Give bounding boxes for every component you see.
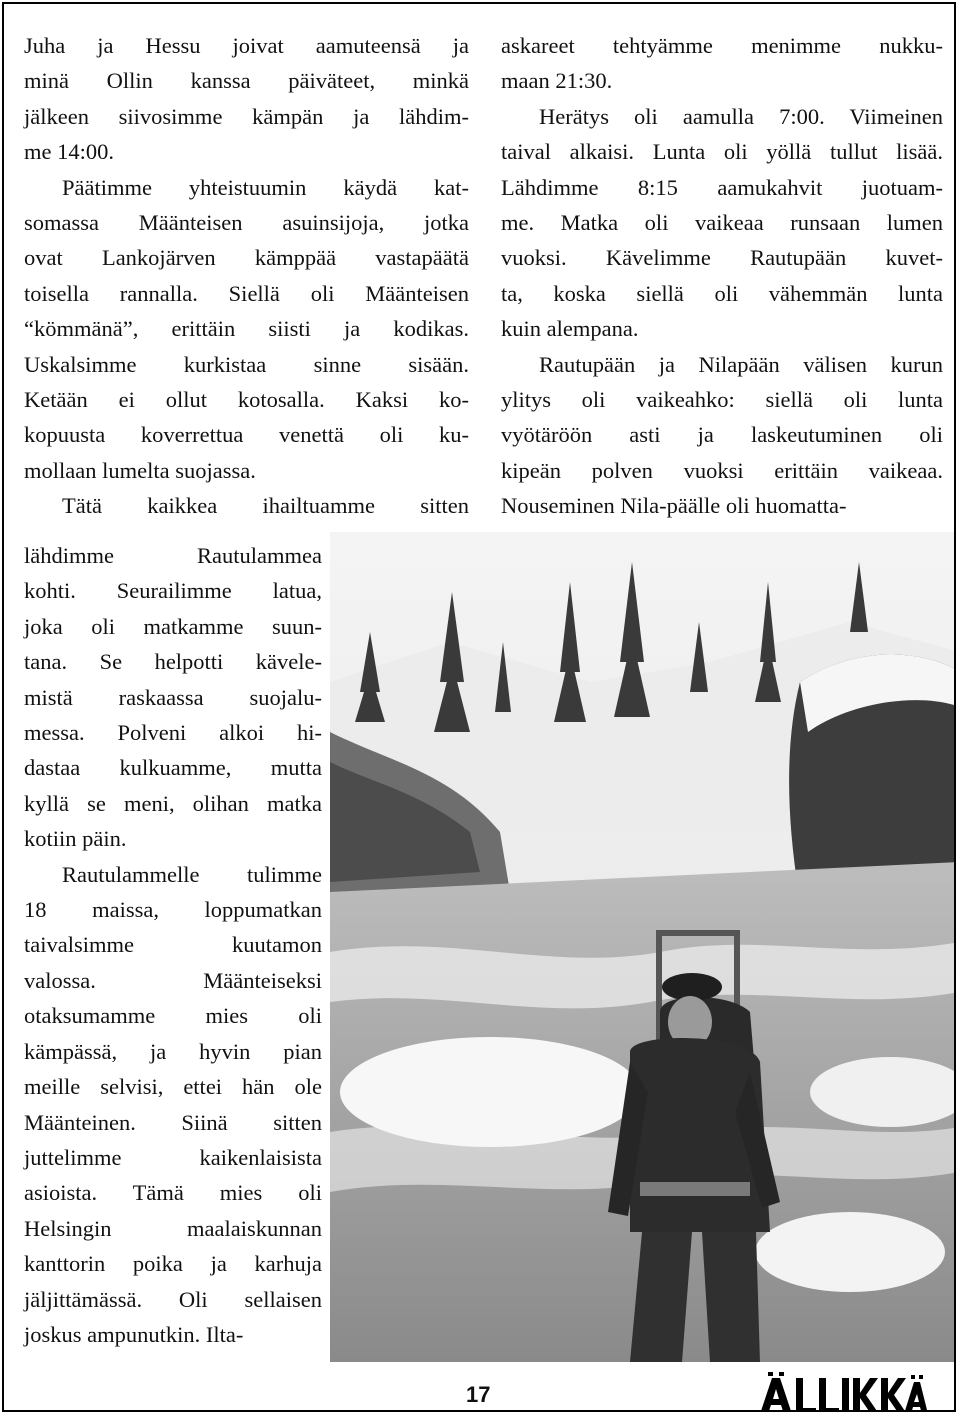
text-line: asioista. Tämä mies oli <box>24 1180 322 1206</box>
article-column-left-bottom <box>24 538 322 1352</box>
text-line: vuoksi. Kävelimme Rautupään kuvet- <box>501 245 943 271</box>
text-line: Juha ja Hessu joivat aamuteensä ja <box>24 33 469 58</box>
text-line: Rautulammelle tulimme <box>62 861 322 887</box>
text-line: kämpässä, ja hyvin pian <box>24 1038 322 1064</box>
text-line: jälkeen siivosimme kämpän ja lähdim- <box>24 103 469 129</box>
text-line: Ketään ei ollut kotosalla. Kaksi ko- <box>24 387 469 413</box>
photo-illustration <box>330 532 956 1362</box>
text-line: kuin alempana. <box>501 316 639 342</box>
text-line: toisella rannalla. Siellä oli Määnteisen <box>24 280 469 306</box>
text-line: me. Matka oli vaikeaa runsaan lumen <box>501 210 943 236</box>
text-line: kohti. Seurailimme latua, <box>24 578 322 604</box>
text-line: kanttorin poika ja karhuja <box>24 1251 322 1277</box>
text-line: mollaan lumelta suojassa. <box>24 457 256 483</box>
allikka-logo-mark <box>758 1372 928 1412</box>
text-line: ta, koska siellä oli vähemmän lunta <box>501 280 943 306</box>
text-line: askareet tehtyämme menimme nukku- <box>501 33 943 58</box>
text-line: kyllä se meni, olihan matka <box>24 790 322 816</box>
text-line: tana. Se helpotti kävele- <box>24 649 322 675</box>
text-line: Päätimme yhteistuumin käydä kat- <box>62 174 469 200</box>
text-line: maan 21:30. <box>501 68 613 94</box>
winter-hiker-photo <box>330 532 956 1362</box>
text-line: meille selvisi, ettei hän ole <box>24 1074 322 1100</box>
text-line: Lähdimme 8:15 aamukahvit juotuam- <box>501 174 943 200</box>
page-number: 17 <box>466 1382 491 1407</box>
text-line: kopuusta koverrettua venettä oli ku- <box>24 422 469 448</box>
article-column-left-top <box>24 28 469 524</box>
text-line: dastaa kulkuamme, mutta <box>24 755 322 781</box>
document-page <box>2 2 956 1412</box>
text-line: valossa. Määnteiseksi <box>24 967 322 993</box>
text-line: Tätä kaikkea ihailtuamme sitten <box>62 493 469 519</box>
text-line: jäljittämässä. Oli sellaisen <box>24 1286 322 1312</box>
text-line: otaksumamme mies oli <box>24 1003 322 1029</box>
text-line: joskus ampunutkin. Ilta- <box>24 1321 244 1347</box>
text-line: me 14:00. <box>24 139 114 165</box>
text-line: taivalsimme kuutamon <box>24 932 322 958</box>
text-line: joka oli matkamme suun- <box>24 613 322 639</box>
text-line: vyötäröön asti ja laskeutuminen oli <box>501 422 943 448</box>
text-line: Uskalsimme kurkistaa sinne sisään. <box>24 351 469 377</box>
text-line: Nouseminen Nila-päälle oli huomatta- <box>501 493 847 519</box>
article-column-right-top <box>501 28 943 524</box>
text-line: Herätys oli aamulla 7:00. Viimeinen <box>539 103 943 129</box>
text-line: Rautupään ja Nilapään välisen kurun <box>539 351 943 377</box>
text-line: kipeän polven vuoksi erittäin vaikeaa. <box>501 457 943 483</box>
text-line: kotiin päin. <box>24 826 127 852</box>
text-line: Helsingin maalaiskunnan <box>24 1215 322 1241</box>
text-line: 18 maissa, loppumatkan <box>24 897 322 923</box>
text-line: messa. Polveni alkoi hi- <box>24 720 322 746</box>
text-line: minä Ollin kanssa päiväteet, minkä <box>24 68 469 94</box>
text-line: taival alkaisi. Lunta oli yöllä tullut lisää. <box>501 139 943 165</box>
text-line: mistä raskaassa suojalu- <box>24 684 322 710</box>
text-line: lähdimme Rautulammea <box>24 543 322 568</box>
text-line: somassa Määnteisen asuinsijoja, jotka <box>24 210 469 236</box>
allikka-logo <box>758 1372 928 1412</box>
text-line: Määnteinen. Siinä sitten <box>24 1109 322 1135</box>
text-line: ovat Lankojärven kämppää vastapäätä <box>24 245 469 271</box>
text-line: juttelimme kaikenlaisista <box>24 1144 322 1170</box>
text-line: “kömmänä”, erittäin siisti ja kodikas. <box>24 316 469 342</box>
text-line: ylitys oli vaikeahko: siellä oli lunta <box>501 387 943 413</box>
